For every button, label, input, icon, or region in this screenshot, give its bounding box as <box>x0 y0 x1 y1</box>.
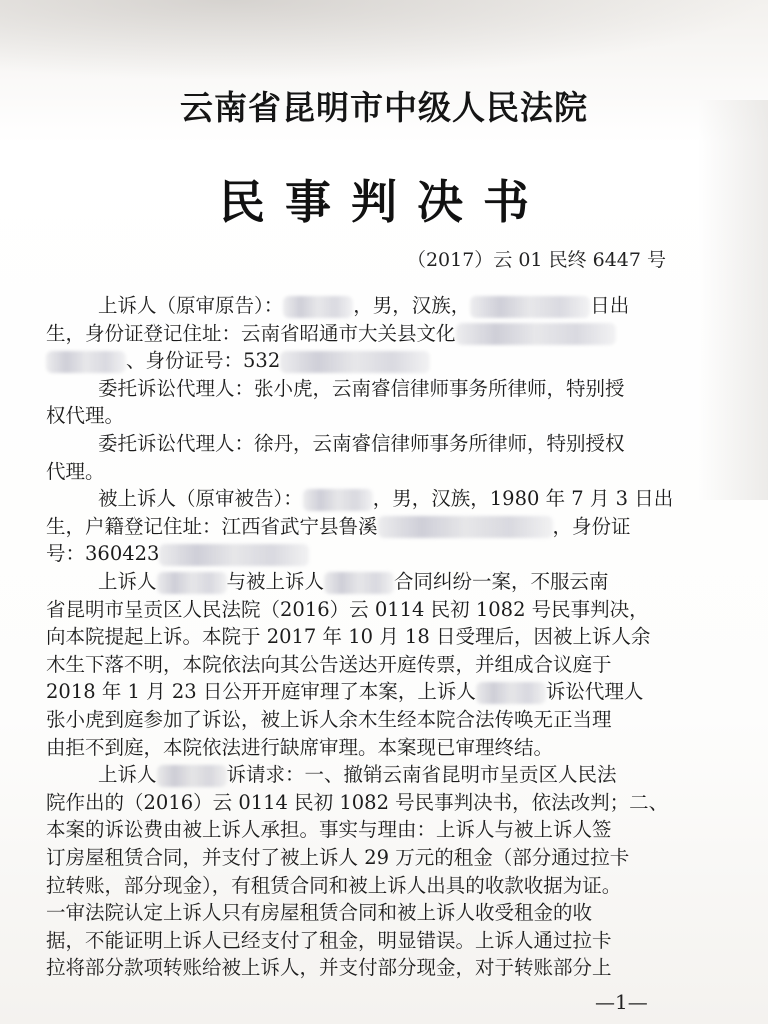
text-segment: 与被上诉人 <box>226 570 325 593</box>
text-segment: 、身份证号：532 <box>126 349 281 373</box>
redacted-name <box>303 489 373 511</box>
body-line: 订房屋租赁合同，并支付了被上诉人 29 万元的租金（部分通过拉卡 <box>46 846 630 869</box>
body-line: 向本院提起上诉。本院于 2017 年 10 月 18 日受理后，因被上诉人余 <box>46 625 651 649</box>
redacted-address <box>378 516 553 538</box>
text-segment: 合同纠纷一案，不服云南 <box>394 570 609 593</box>
redacted-name <box>157 572 227 594</box>
redacted-id-number <box>159 544 309 566</box>
text-segment: 日出 <box>590 294 630 317</box>
body-line: 一审法院认定上诉人只有房屋租赁合同和被上诉人收受租金的收 <box>46 901 593 925</box>
body-line: 院作出的（2016）云 0114 民初 1082 号民事判决书，依法改判；二、 <box>46 790 669 814</box>
court-name: 云南省昆明市中级人民法院 <box>180 88 588 127</box>
appellee-line <box>98 483 673 511</box>
appellant-address-line <box>46 318 616 346</box>
redacted-name <box>283 296 353 318</box>
body-line: 拉转账，部分现金），有租赁合同和被上诉人出具的收款收据为证。 <box>46 873 622 897</box>
photo-shadow-right <box>698 100 768 500</box>
body-line: 据，不能证明上诉人已经支付了租金，明显错误。上诉人通过拉卡 <box>46 928 612 952</box>
appellee-address-line <box>46 511 631 539</box>
text-segment: 2018 年 1 月 23 日公开开庭审理了本案，上诉人 <box>46 680 476 704</box>
document-title: 民事判决书 <box>219 175 549 229</box>
appellant-id-line <box>46 345 430 373</box>
text-segment: 上诉人 <box>98 763 157 787</box>
redacted-name <box>324 572 394 594</box>
agent-line-2: 委托诉讼代理人：徐丹，云南睿信律师事务所律师，特别授权 <box>98 432 625 455</box>
case-summary-line <box>98 566 609 594</box>
case-number: （2017）云 01 民终 6447 号 <box>406 249 666 271</box>
redacted-name <box>157 765 227 787</box>
text-segment: 号：360423 <box>46 542 160 566</box>
text-segment: ，男，汉族， <box>353 294 471 317</box>
text-segment: 诉请求：一、撤销云南省昆明市呈贡区人民法 <box>226 763 617 787</box>
text-segment: 上诉人（原审原告）： <box>98 294 284 317</box>
text-segment: ，男，汉族，1980 年 7 月 3 日出 <box>372 487 674 511</box>
page-number: —1— <box>595 990 648 1014</box>
body-line: 由拒不到庭，本院依法进行缺席审理。本案现已审理终结。 <box>46 735 554 759</box>
text-segment: 被上诉人（原审被告）： <box>98 487 303 511</box>
agent-line-2-cont: 代理。 <box>46 459 105 483</box>
body-line: 拉将部分款项转账给被上诉人，并支付部分现金，对于转账部分上 <box>46 956 612 980</box>
text-segment: ，身份证 <box>552 514 631 538</box>
text-segment: 生，户籍登记住址：江西省武宁县鲁溪 <box>46 514 378 538</box>
redacted-name <box>476 682 546 704</box>
body-line <box>46 676 643 704</box>
body-line: 省昆明市呈贡区人民法院（2016）云 0114 民初 1082 号民事判决， <box>46 597 649 621</box>
redacted-address <box>456 323 616 345</box>
appellee-id-line <box>46 538 309 566</box>
redacted-id-number <box>280 351 430 373</box>
body-line: 本案的诉讼费由被上诉人承担。事实与理由：上诉人与被上诉人签 <box>46 818 612 842</box>
appellant-line <box>98 290 629 318</box>
agent-line-1-cont: 权代理。 <box>46 404 125 428</box>
body-line: 张小虎到庭参加了诉讼，被上诉人余木生经本院合法传唤无正当理 <box>46 708 612 731</box>
redacted-birthdate <box>470 296 590 318</box>
body-line: 木生下落不明，本院依法向其公告送达开庭传票，并组成合议庭于 <box>46 652 612 676</box>
text-segment: 上诉人 <box>98 570 157 593</box>
appeal-request-line <box>98 759 617 787</box>
text-segment: 生，身份证登记住址：云南省昭通市大关县文化 <box>46 321 456 345</box>
text-segment: 诉讼代理人 <box>545 680 644 704</box>
redacted-address <box>46 351 126 373</box>
photo-shadow-top <box>0 0 768 80</box>
agent-line-1: 委托诉讼代理人：张小虎，云南睿信律师事务所律师，特别授 <box>98 376 625 400</box>
